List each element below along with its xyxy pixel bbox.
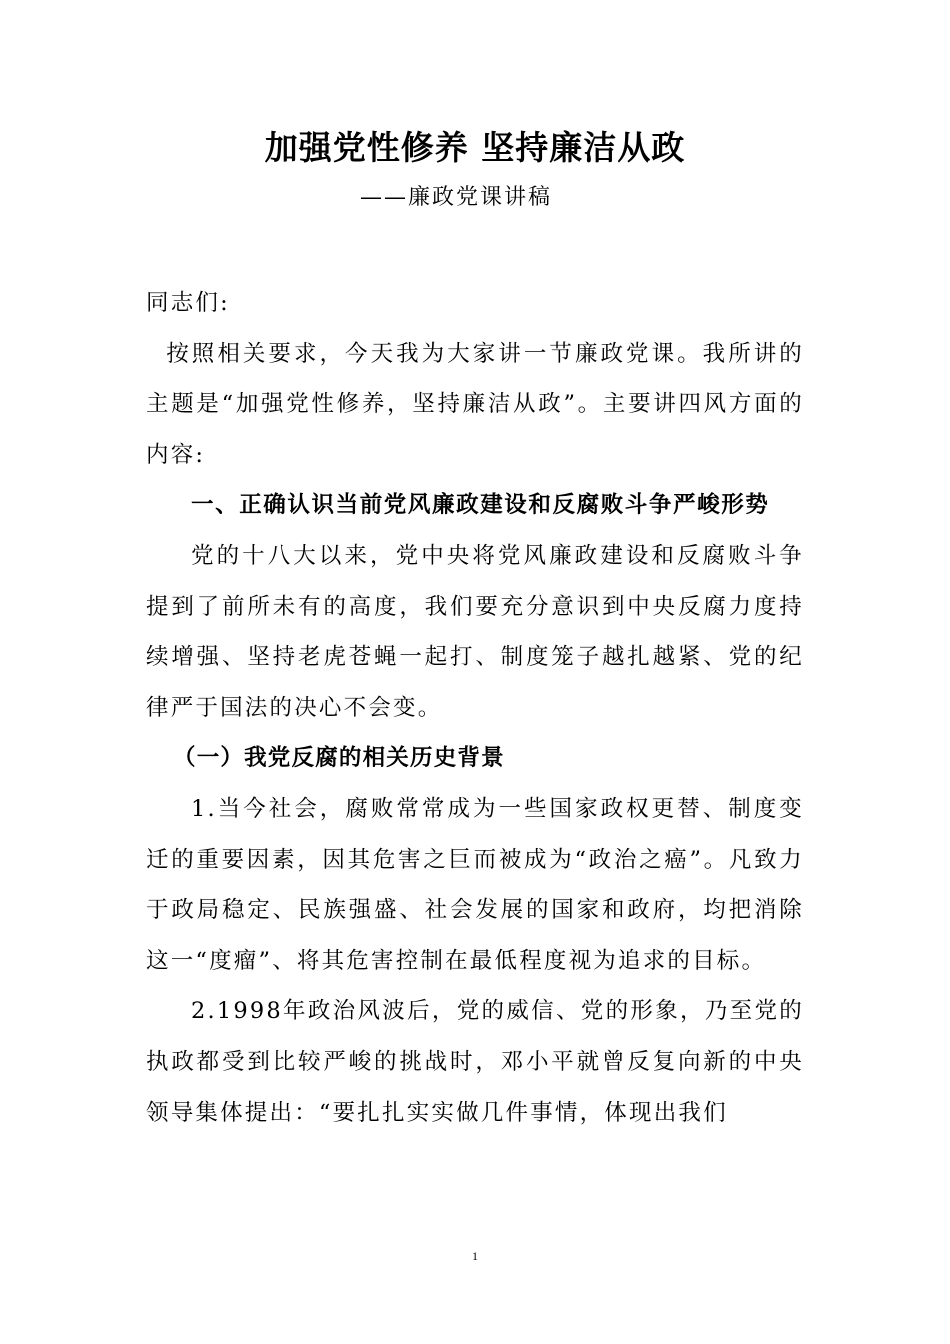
document-body: [146, 278, 804, 1138]
section-heading-1: 一、正确认识当前党风廉政建设和反腐败斗争严峻形势: [191, 492, 770, 519]
page-number: 1: [472, 1249, 478, 1263]
document-subtitle: ——廉政党课讲稿: [360, 185, 553, 210]
subsection-heading-1: （一）我党反腐的相关历史背景: [173, 745, 505, 772]
body-paragraph: 1.当今社会，腐败常常成为一些国家政权更替、制度变迁的重要因素，因其危害之巨而被成为“政治之癌”。凡致力于政局稳定、民族强盛、社会发展的国家和政府，均把消除这一“度瘤”、将其危害控制在最低程度视为追求的目标。: [146, 795, 804, 974]
document-title: 加强党性修养 坚持廉洁从政: [264, 128, 686, 167]
intro-paragraph: 按照相关要求，今天我为大家讲一节廉政党课。我所讲的主题是“加强党性修养，坚持廉洁从政”。主要讲四风方面的内容:: [146, 340, 804, 468]
body-paragraph: 2.1998年政治风波后，党的威信、党的形象，乃至党的执政都受到比较严峻的挑战时，邓小平就曾反复向新的中央领导集体提出：“要扎扎实实做几件事情，体现出我们: [146, 998, 804, 1126]
body-paragraph: 党的十八大以来，党中央将党风廉政建设和反腐败斗争提到了前所未有的高度，我们要充分意识到中央反腐力度持续增强、坚持老虎苍蝇一起打、制度笼子越扎越紧、党的纪律严于国法的决心不会变。: [146, 542, 804, 721]
greeting-paragraph: 同志们:: [146, 290, 230, 316]
